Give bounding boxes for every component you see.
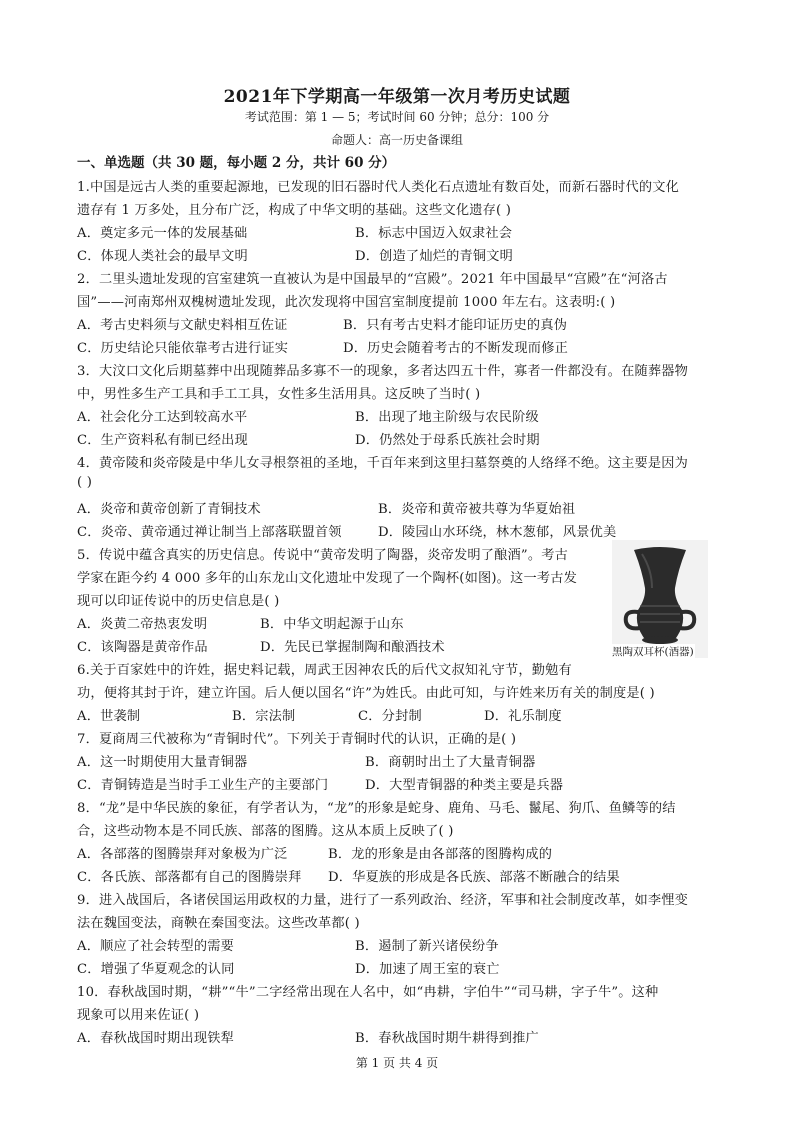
- question-1-text: 1.中国是远古人类的重要起源地，已发现的旧石器时代人类化石点遗址有数百处，而新石器时代的文化: [77, 180, 680, 195]
- question-4-text: ( ): [77, 475, 93, 490]
- q4-option-d: D．陵园山水环绕，林木葱郁，风景优美: [378, 525, 617, 540]
- q6-option-c: C．分封制: [358, 709, 422, 724]
- exam-title: 2021年下学期高一年级第一次月考历史试题: [223, 87, 571, 107]
- question-1-text: 遗存有 1 万多处，且分布广泛，构成了中华文明的基础。这些文化遗存( ): [77, 203, 512, 218]
- q5-option-c: C．该陶器是黄帝作品: [77, 640, 208, 655]
- q2-option-a: A．考古史料须与文献史料相互佐证: [77, 318, 288, 333]
- question-8-text: 合，这些动物本是不同氏族、部落的图腾。这从本质上反映了( ): [77, 824, 454, 839]
- question-5-text: 5．传说中蕴含真实的历史信息。传说中“黄帝发明了陶器，炎帝发明了酿酒”。考古: [77, 548, 569, 563]
- question-5-text: 学家在距今约 4 000 多年的山东龙山文化遗址中发现了一个陶杯(如图)。这一考古发: [77, 571, 578, 586]
- section-heading: 一、单选题（共 30 题，每小题 2 分，共计 60 分）: [77, 155, 396, 171]
- q1-option-b: B．标志中国迈入奴隶社会: [355, 226, 513, 241]
- q6-option-d: D．礼乐制度: [484, 709, 562, 724]
- q7-option-a: A．这一时期使用大量青铜器: [77, 755, 248, 770]
- question-6-text: 6.关于百家姓中的许姓，据史料记载，周武王因神农氏的后代文叔知礼守节，勤勉有: [77, 663, 572, 678]
- question-5-text: 现可以印证传说中的历史信息是( ): [77, 594, 280, 609]
- q9-option-b: B．遏制了新兴诸侯纷争: [355, 939, 499, 954]
- q9-option-c: C．增强了华夏观念的认同: [77, 962, 235, 977]
- q1-option-c: C．体现人类社会的最早文明: [77, 249, 248, 264]
- q1-option-a: A．奠定多元一体的发展基础: [77, 226, 248, 241]
- q8-option-c: C．各氏族、部落都有自己的图腾崇拜: [77, 870, 302, 885]
- question-4-text: 4．黄帝陵和炎帝陵是中华儿女寻根祭祖的圣地，千百年来到这里扫墓祭奠的人络绎不绝。这主要是因为: [77, 456, 689, 471]
- q3-option-d: D．仍然处于母系氏族社会时期: [355, 433, 540, 448]
- q8-option-a: A．各部落的图腾崇拜对象极为广泛: [77, 847, 288, 862]
- q8-option-d: D．华夏族的形成是各氏族、部落不断融合的结果: [328, 870, 620, 885]
- q7-option-c: C．青铜铸造是当时手工业生产的主要部门: [77, 778, 329, 793]
- question-3-text: 中，男性多生产工具和手工工具，女性多生活用具。这反映了当时( ): [77, 387, 481, 402]
- page-number: 第 1 页 共 4 页: [355, 1056, 439, 1070]
- q2-option-d: D．历史会随着考古的不断发现而修正: [343, 341, 568, 356]
- q2-option-b: B．只有考古史料才能印证历史的真伪: [343, 318, 568, 333]
- q5-option-a: A．炎黄二帝热衷发明: [77, 617, 208, 632]
- question-3-text: 3．大汶口文化后期墓葬中出现随葬品多寡不一的现象，多者达四五十件，寡者一件都没有。在随葬器物: [77, 364, 689, 379]
- figure-caption: 黑陶双耳杯(酒器): [612, 646, 694, 658]
- question-10-text: 现象可以用来佐证( ): [77, 1008, 200, 1023]
- q5-option-b: B．中华文明起源于山东: [260, 617, 404, 632]
- q6-option-b: B．宗法制: [232, 709, 296, 724]
- question-9-text: 法在魏国变法，商鞅在秦国变法。这些改革都( ): [77, 916, 360, 931]
- question-9-text: 9．进入战国后，各诸侯国运用政权的力量，进行了一系列政治、经济，军事和社会制度改革，如李悝变: [77, 893, 689, 908]
- question-6-text: 功，便将其封于许，建立许国。后人便以国名“许”为姓氏。由此可知，与许姓来历有关的制度是( ): [77, 686, 655, 701]
- q5-option-d: D．先民已掌握制陶和酿酒技术: [260, 640, 445, 655]
- q1-option-d: D．创造了灿烂的青铜文明: [355, 249, 514, 264]
- q6-option-a: A．世袭制: [77, 709, 141, 724]
- q4-option-b: B．炎帝和黄帝被共尊为华夏始祖: [378, 502, 576, 517]
- q9-option-a: A．顺应了社会转型的需要: [77, 939, 234, 954]
- question-8-text: 8．“龙”是中华民族的象征，有学者认为，“龙”的形象是蛇身、鹿角、马毛、鬣尾、狗爪、鱼鳞等的结: [77, 801, 676, 816]
- q8-option-b: B．龙的形象是由各部落的图腾构成的: [328, 847, 553, 862]
- exam-scope: 考试范围：第 1 — 5；考试时间 60 分钟；总分：100 分: [244, 110, 550, 124]
- q4-option-a: A．炎帝和黄帝创新了青铜技术: [77, 502, 261, 517]
- q4-option-c: C．炎帝、黄帝通过禅让制当上部落联盟首领: [77, 525, 342, 540]
- q3-option-b: B．出现了地主阶级与农民阶级: [355, 410, 539, 425]
- question-2-text: 国”——河南郑州双槐树遗址发现，此次发现将中国宫室制度提前 1000 年左右。这表明:( ): [77, 295, 616, 310]
- q10-option-a: A．春秋战国时期出现铁犁: [77, 1031, 234, 1046]
- q3-option-c: C．生产资料私有制已经出现: [77, 433, 248, 448]
- question-10-text: 10．春秋战国时期，“耕”“牛”二字经常出现在人名中，如“冉耕，字伯牛”“司马耕，字子牛”。这种: [77, 985, 659, 1000]
- q7-option-d: D．大型青铜器的种类主要是兵器: [365, 778, 564, 793]
- q9-option-d: D．加速了周王室的衰亡: [355, 962, 500, 977]
- q2-option-c: C．历史结论只能依靠考古进行证实: [77, 341, 289, 356]
- black-pottery-cup-image: [612, 540, 708, 658]
- question-7-text: 7．夏商周三代被称为“青铜时代”。下列关于青铜时代的认识，正确的是( ): [77, 732, 517, 747]
- question-2-text: 2．二里头遗址发现的宫室建筑一直被认为是中国最早的“宫殿”。2021 年中国最早“宫殿”在“河洛古: [77, 272, 668, 287]
- q10-option-b: B．春秋战国时期牛耕得到推广: [355, 1031, 539, 1046]
- q7-option-b: B．商朝时出土了大量青铜器: [365, 755, 536, 770]
- exam-author: 命题人：高一历史备课组: [330, 133, 463, 147]
- q3-option-a: A．社会化分工达到较高水平: [77, 410, 248, 425]
